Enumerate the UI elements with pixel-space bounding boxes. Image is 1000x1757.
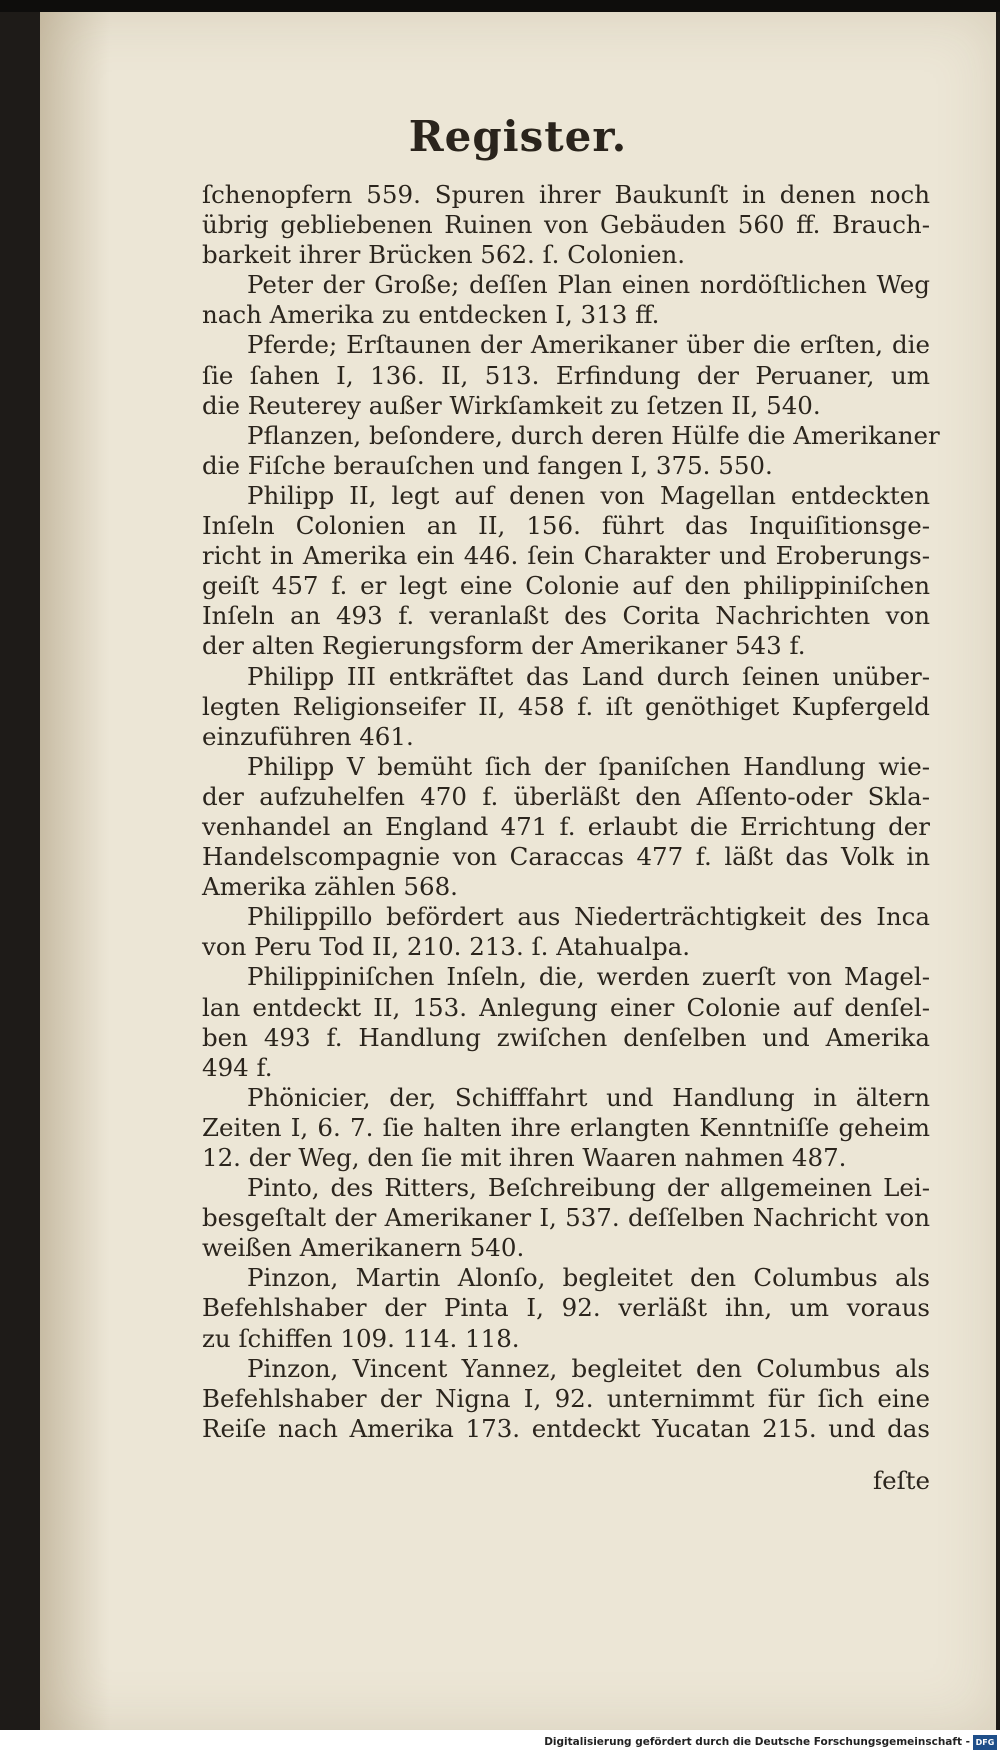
entry-line: richt in Amerika ein 446. ſein Charakter und Eroberungs- <box>202 541 930 571</box>
register-entry <box>202 330 930 420</box>
register-entry <box>202 902 930 962</box>
register-entry <box>202 270 930 330</box>
footer-bar <box>0 1730 1000 1757</box>
register-entry <box>202 1173 930 1263</box>
entry-line: der aufzuhelfen 470 f. überläßt den Aſſento-oder Skla- <box>202 781 930 811</box>
entry-line: Philippillo befördert aus Niederträchtigkeit des Inca <box>247 902 930 932</box>
entry-line: Philipp III entkräftet das Land durch ſeinen unüber- <box>247 661 930 691</box>
entry-line: weißen Amerikanern 540. <box>202 1233 525 1263</box>
entry-line: 494 f. <box>202 1052 273 1082</box>
register-entries <box>202 180 940 1444</box>
page-gutter-shadow <box>40 12 110 1730</box>
register-entry <box>202 1083 930 1173</box>
entry-line: von Peru Tod II, 210. 213. ſ. Atahualpa. <box>202 932 691 962</box>
catchword: feſte <box>873 1466 930 1495</box>
register-entry <box>202 1354 930 1444</box>
register-entry <box>202 180 930 270</box>
viewer-top-bar <box>0 0 1000 12</box>
entry-line: Handelscompagnie von Caraccas 477 f. läßt das Volk in <box>202 842 930 872</box>
entry-line: übrig gebliebenen Ruinen von Gebäuden 560 ff. Brauch- <box>202 210 930 240</box>
entry-line: Philipp II, legt auf denen von Magellan entdeckten <box>247 480 930 510</box>
register-entry <box>202 420 940 481</box>
entry-line: Pinzon, Martin Alonſo, begleitet den Columbus als <box>247 1263 930 1293</box>
entry-line: Inſeln an 493 f. veranlaßt des Corita Nachrichten von <box>202 601 930 631</box>
register-entry <box>202 1263 930 1353</box>
entry-line: ſie ſahen I, 136. II, 513. Erfindung der Peruaner, um <box>202 360 930 390</box>
entry-line: der alten Regierungsform der Amerikaner 543 f. <box>202 631 806 661</box>
entry-line: 12. der Weg, den ſie mit ihren Waaren nahmen 487. <box>202 1143 847 1172</box>
entry-line: legten Religionseifer II, 458 f. iſt genöthiget Kupfergeld <box>202 691 930 721</box>
register-entry <box>202 962 930 1082</box>
entry-line: Befehlshaber der Pinta I, 92. verläßt ihn, um voraus <box>202 1293 930 1323</box>
entry-line: nach Amerika zu entdecken I, 313 ff. <box>202 300 660 330</box>
register-entry <box>202 662 930 752</box>
entry-line: besgeſtalt der Amerikaner I, 537. deſſelben Nachricht von <box>202 1203 930 1233</box>
entry-line: ſchenopfern 559. Spuren ihrer Baukunſt in denen noch <box>202 180 930 209</box>
entry-line: Peter der Große; deſſen Plan einen nordöſtlichen Weg <box>247 270 930 300</box>
entry-line: ben 493 f. Handlung zwiſchen denſelben und Amerika <box>202 1022 930 1052</box>
entry-line: die Fiſche berauſchen und fangen I, 375. 550. <box>202 450 773 480</box>
entry-line: barkeit ihrer Brücken 562. ſ. Colonien. <box>202 240 686 270</box>
entry-line: Pflanzen, beſondere, durch deren Hülfe die Amerikaner <box>247 420 940 450</box>
entry-line: Philipp V bemüht ſich der ſpaniſchen Handlung wie- <box>247 751 930 781</box>
entry-line: einzuführen 461. <box>202 721 414 751</box>
entry-line: lan entdeckt II, 153. Anlegung einer Colonie auf denſel- <box>202 992 930 1022</box>
entry-line: geiſt 457 f. er legt eine Colonie auf den philippiniſchen <box>202 571 930 601</box>
dfg-logo-icon: DFG <box>973 1735 997 1750</box>
entry-line: Reiſe nach Amerika 173. entdeckt Yucatan 215. und das <box>202 1413 930 1443</box>
entry-line: Amerika zählen 568. <box>202 872 458 902</box>
register-entry <box>202 752 930 902</box>
entry-line: Pferde; Erſtaunen der Amerikaner über die erſten, die <box>247 330 930 360</box>
entry-line: Befehlshaber der Nigna I, 92. unternimmt für ſich eine <box>202 1383 930 1413</box>
entry-line: die Reuterey außer Wirkſamkeit zu ſetzen II, 540. <box>202 390 821 420</box>
entry-line: zu ſchiffen 109. 114. 118. <box>202 1323 520 1353</box>
entry-line: Philippiniſchen Inſeln, die, werden zuerſt von Magel- <box>247 962 930 992</box>
entry-line: Pinto, des Ritters, Beſchreibung der allgemeinen Lei- <box>247 1173 930 1203</box>
register-entry <box>202 481 930 662</box>
entry-line: Phönicier, der, Schifffahrt und Handlung in ältern <box>247 1082 930 1112</box>
entry-line: venhandel an England 471 f. erlaubt die Errichtung der <box>202 811 930 841</box>
entry-line: Zeiten I, 6. 7. ſie halten ihre erlangten Kenntniſſe geheim <box>202 1112 930 1142</box>
entry-line: Pinzon, Vincent Yannez, begleitet den Columbus als <box>247 1353 930 1383</box>
page-heading: Register. <box>408 112 628 161</box>
footer-credit: Digitalisierung gefördert durch die Deutsche Forschungsgemeinschaft - <box>544 1736 970 1748</box>
entry-line: Inſeln Colonien an II, 156. führt das Inquiſitionsge- <box>202 511 930 541</box>
